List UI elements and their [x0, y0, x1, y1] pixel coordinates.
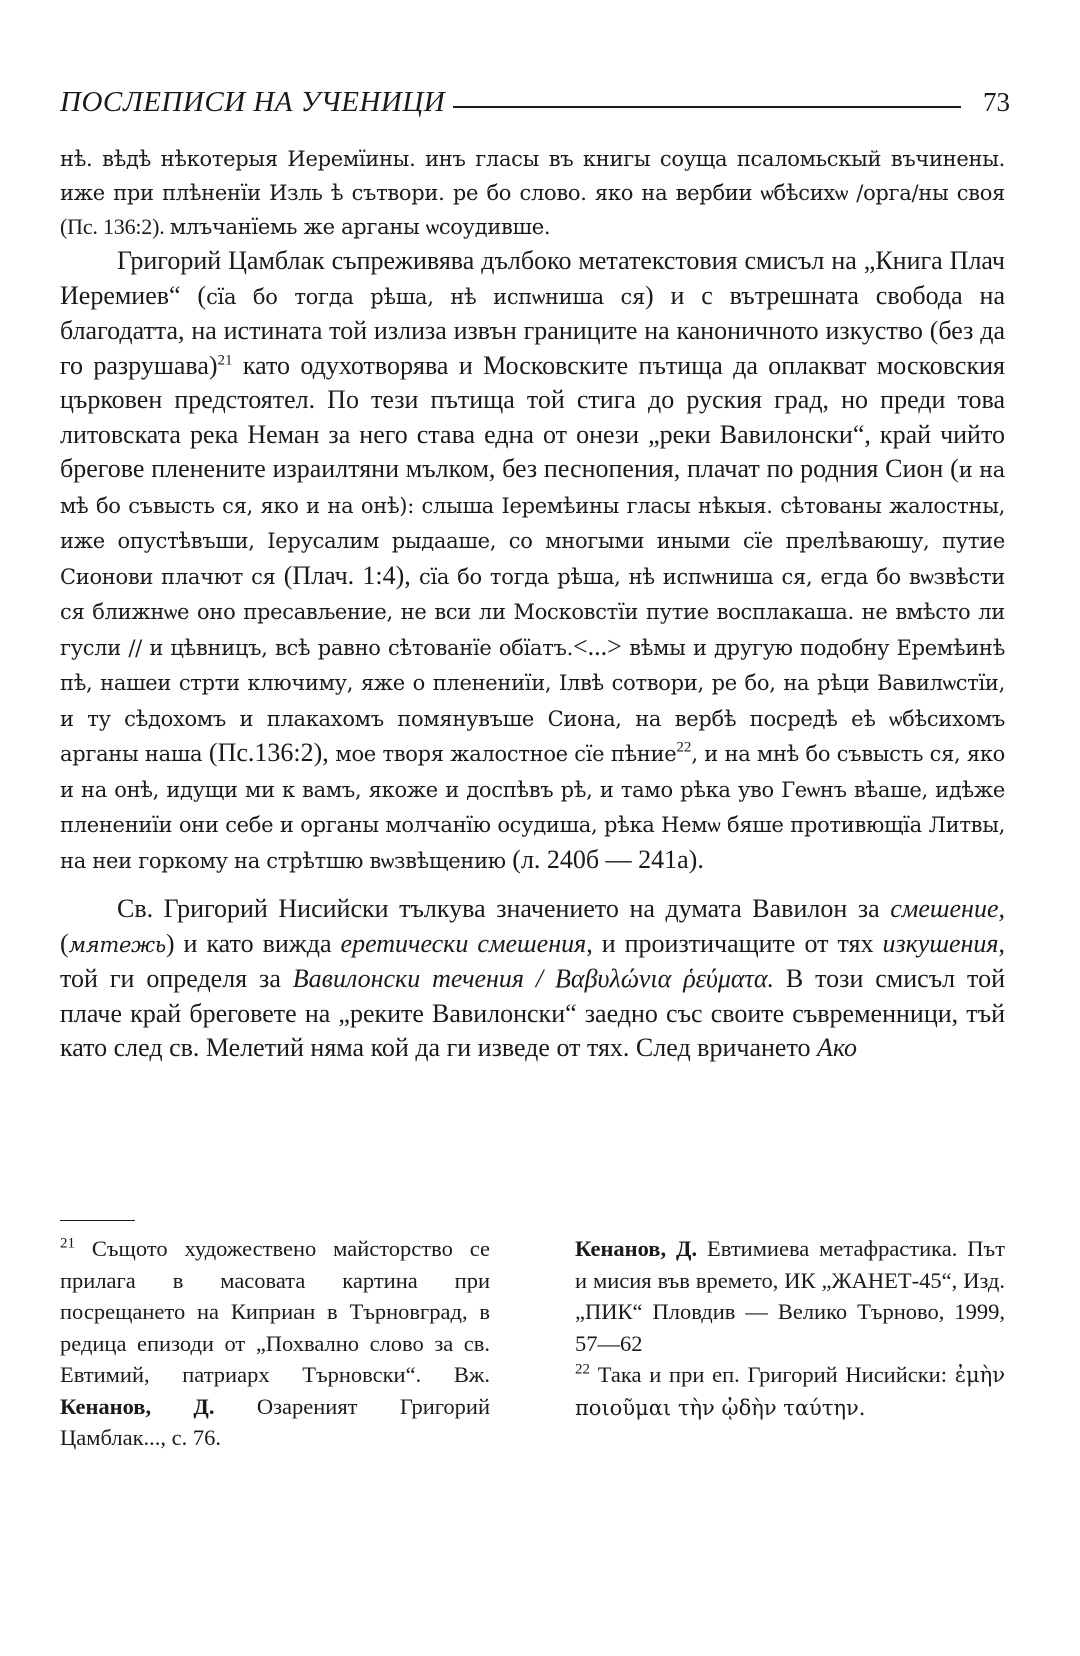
book-page: [60, 82, 1010, 1622]
church-slavonic-quote: сїа бо тогда рѣша, нѣ испѡниша ся: [206, 284, 645, 309]
footnote-columns: [60, 1233, 1005, 1454]
main-text: [60, 142, 1005, 1066]
footnote-text: Евтимиева метафрастика. Път и мисия във времето, ИК „ЖАНЕТ-45“, Изд. „ПИК“ Пловдив — Велико Търново, 1999, 57—62: [575, 1236, 1005, 1356]
footnote-author: Кенанов, Д.: [575, 1236, 698, 1261]
italic-term: смешение,: [890, 894, 1005, 923]
paragraph-1: [60, 142, 1005, 244]
church-slavonic-quote: , и на мнѣ бо съвысть ся, яко и на онѣ, идущи ми к вамъ, якоже и доспѣвъ рѣ, и тамо рѣка уво Геѡнъ вѣаше, идѣже пленениїи они себе и органы молчанїю осудиша, рѣка Немѡ бяше противющїа Литвы, на неи горкому на стрѣтшю вѡзвѣщению: [60, 742, 1006, 873]
text-run: Григорий Цамблак съпреживява дълбоко метатекстовия смисъл на „Книга Плач Иеремиев“ (: [60, 246, 1005, 310]
footnote-text: Така и при еп. Григорий Нисийски:: [590, 1362, 955, 1387]
page-number: 73: [983, 86, 1010, 117]
church-slavonic-quote: млъчанїемь же арганы ѡсоудивше.: [169, 215, 551, 239]
footnote-number: 22: [575, 1361, 590, 1378]
footnote-text: Същото художествено майсторство се прилага в масовата картина при посрещането на Киприан в Търновград, в редица епизоди от „Похвално слово за св. Евтимий, патриарх Търновски“. Вж.: [60, 1236, 490, 1387]
ellipsis-mark: <...>: [572, 631, 622, 661]
footnotes: [60, 1220, 1005, 1454]
church-slavonic-quote: нѣ. вѣдѣ нѣкотерыя Иеремїины. инъ гласы въ книгы соуща псаломьскый въчинены. иже при плѣненїи Изль ѣ сътвори. ре бо слово. яко на вербии ѡбѣсихѡ /орга/ны своя: [60, 147, 1005, 205]
footnote-21-continued: [575, 1233, 1005, 1359]
footnote-text: Озареният Григорий Цамблак..., с. 76.: [60, 1393, 490, 1450]
church-slavonic-term: мятежь: [68, 932, 166, 957]
church-slavonic-quote: мое творя жалостное сїе пѣние: [335, 742, 677, 766]
paragraph-2: [60, 244, 1005, 878]
footnote-21: [60, 1233, 490, 1454]
text-run: като одухотворява и Московските пътища да оплакват московския църковен предстоятел. По тези пътища той стига до руския град, но преди това литовската река Неман за него става една от онези „реки Вавилонски“, край чийто брегове пленените израилтяни мълком, без песнопения, плачат по родния Сион (: [60, 350, 1005, 483]
church-slavonic-quote: сїа бо тогда рѣша, нѣ испѡниша ся, егда бо вѡзвѣсти ся ближнѡе оно пресављение, не вси ли Московстїи путие восплакаша. не вмѣсто ли гусли // и цѣвницъ, всѣ равно сѣтованїе обїатъ.: [60, 564, 1005, 660]
running-title: ПОСЛЕПИСИ НА УЧЕНИЦИ: [60, 85, 446, 118]
paragraph-3: [60, 892, 1005, 1066]
citation: (л. 240б — 241а).: [505, 844, 704, 874]
footnote-column-left: [60, 1233, 490, 1454]
footnote-number: 21: [60, 1235, 75, 1252]
italic-term: еретически смешения: [340, 928, 587, 958]
running-header: [60, 82, 1010, 122]
footnote-22: [575, 1359, 1005, 1424]
footnote-column-right: [575, 1233, 1005, 1454]
citation: (Пс. 136:2).: [60, 214, 170, 239]
text-run: В този смисъл той плаче край бреговете на „реките Вавилонски“ заедно със своите съвременници, тъй като след св. Мелетий няма кой да ги изведе от тях. След вричането: [60, 964, 1005, 1062]
italic-term: Вавилонски течения / Βαβυλώνια ῥεύματα.: [292, 964, 774, 993]
text-run: , той ги определя за: [60, 928, 1005, 993]
text-run: , и произтичащите от тях: [586, 928, 883, 958]
footnote-ref[interactable]: 22: [676, 739, 692, 756]
greek-quote: ἐμὴν ποιοῦμαι τὴν ᾠδὴν ταύτην.: [575, 1363, 1005, 1420]
header-rule: [453, 106, 961, 108]
footnote-rule: [60, 1220, 135, 1221]
italic-term: изкушения: [882, 928, 999, 958]
citation: (Пс.136:2),: [202, 738, 336, 767]
footnote-ref[interactable]: 21: [217, 351, 233, 368]
italic-term: Ако: [816, 1033, 858, 1062]
footnote-author: Кенанов, Д.: [60, 1393, 215, 1419]
text-run: ) и с вътрешната свобода на благодатта, на истината той излиза извън границите на каноничното изкуство (без да го разрушава): [60, 280, 1005, 380]
church-slavonic-quote: вѣмы и другую подобну Еремѣинѣ пѣ, нашеи стрти ключиму, яже о пленениїи, Ілвѣ сотвори, ре бо, на рѣци Вавилѡстїи, и ту сѣдохомъ и плакахомъ помянувъше Сиона, на вербѣ посредѣ еѣ ѡбѣсихомъ арганы наша: [60, 635, 1005, 766]
text-run: ) и като вижда: [165, 928, 341, 958]
text-run: Св. Григорий Нисийски тълкува значението на думата Вавилон за: [117, 894, 891, 923]
text-run: (: [60, 928, 69, 958]
citation: (Плач. 1:4),: [275, 560, 419, 590]
church-slavonic-quote: и на мѣ бо съвысть ся, яко и на онѣ): слыша Іеремѣины гласы нѣкыя. сѣтованы жалостны, иже опустѣвъши, Іерусалим рыдааше, со многыми иными сїе прелѣваюшу, путие Сионови плачют ся: [60, 458, 1005, 589]
